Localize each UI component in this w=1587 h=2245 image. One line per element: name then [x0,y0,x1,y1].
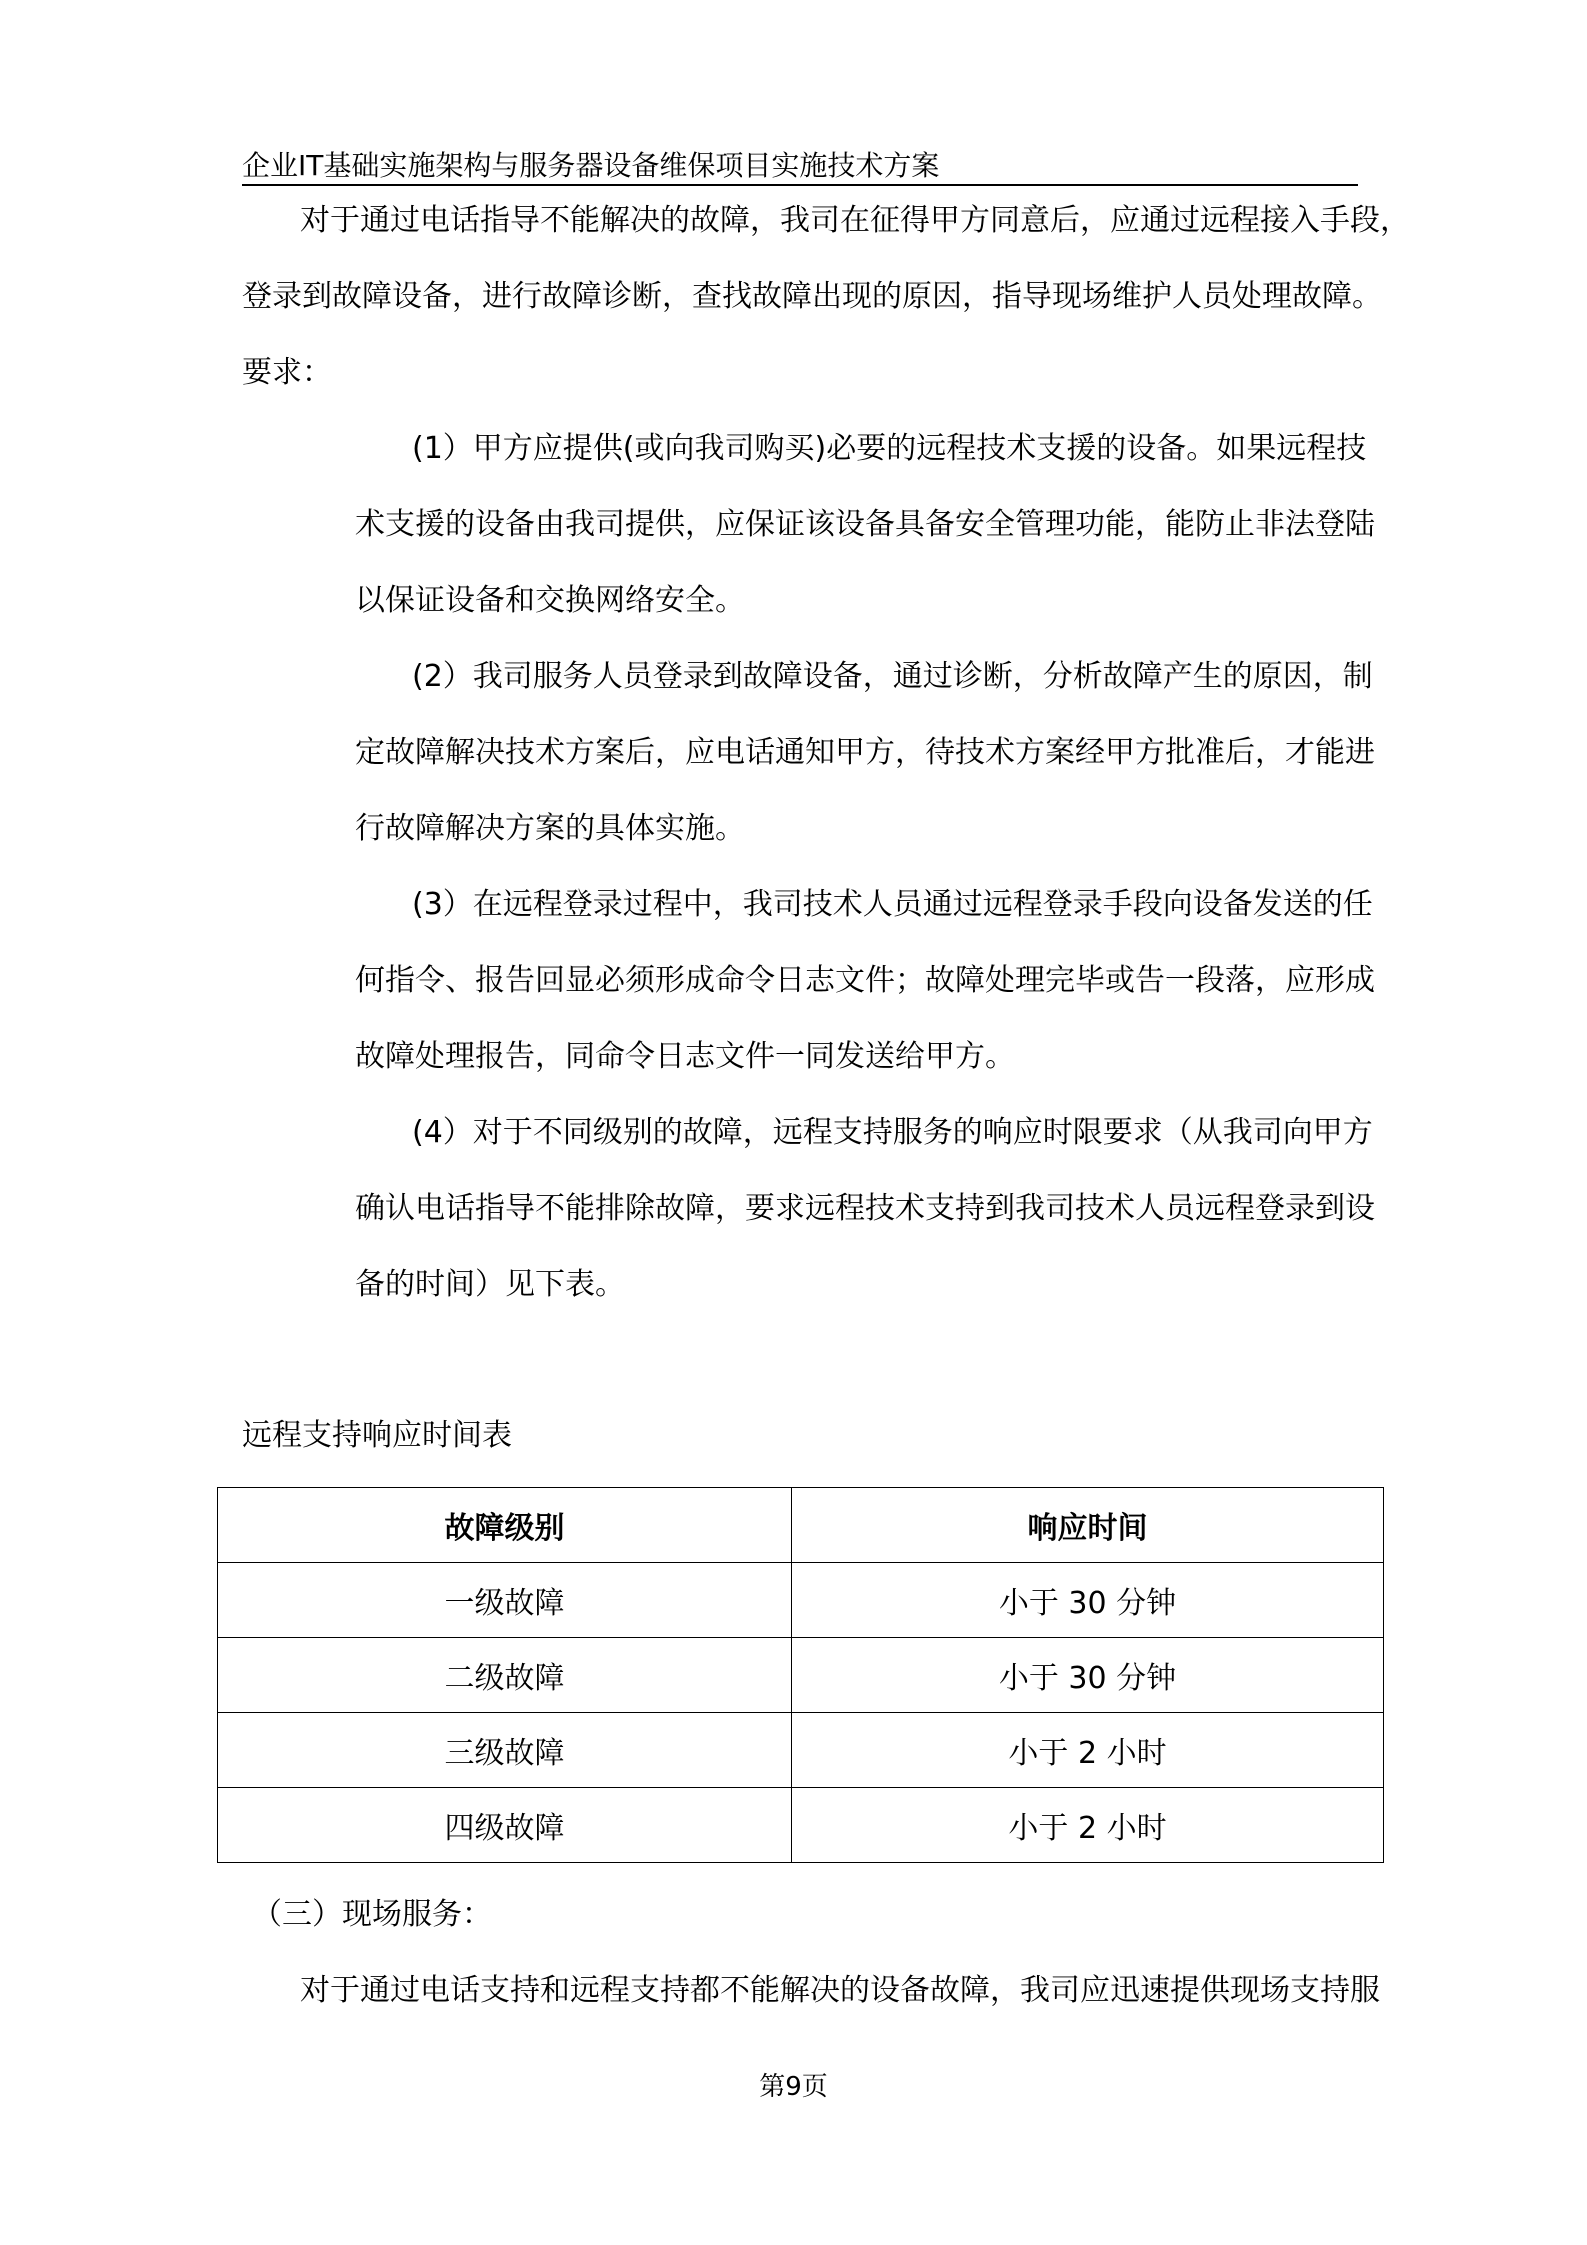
table-caption: 远程支持响应时间表 [242,1418,512,1453]
fault-level-cell: 二级故障 [218,1638,792,1713]
intro-line-3: 要求： [242,355,332,390]
requirement-2-line-3: 行故障解决方案的具体实施。 [355,811,745,846]
section-3-heading: （三）现场服务： [252,1897,492,1932]
fault-level-cell: 三级故障 [218,1713,792,1788]
intro-line-2: 登录到故障设备，进行故障诊断，查找故障出现的原因，指导现场维护人员处理故障。 [242,279,1382,314]
response-time-table [217,1487,1384,1863]
response-time-cell: 小于 30 分钟 [792,1638,1384,1713]
response-time-cell: 小于 2 小时 [792,1713,1384,1788]
section-3-line-1: 对于通过电话支持和远程支持都不能解决的设备故障，我司应迅速提供现场支持服 [300,1973,1380,2008]
fault-level-cell: 一级故障 [218,1563,792,1638]
intro-line-1: 对于通过电话指导不能解决的故障，我司在征得甲方同意后，应通过远程接入手段， [300,203,1410,238]
requirement-1-line-1: (1）甲方应提供(或向我司购买)必要的远程技术支援的设备。如果远程技 [412,431,1367,466]
header-fault-level: 故障级别 [218,1488,792,1563]
requirement-3-line-1: (3）在远程登录过程中，我司技术人员通过远程登录手段向设备发送的任 [412,887,1373,922]
document-header-title: 企业IT基础实施架构与服务器设备维保项目实施技术方案 [242,148,1358,186]
requirement-3-line-3: 故障处理报告，同命令日志文件一同发送给甲方。 [355,1039,1015,1074]
page-number: 第9页 [759,2072,828,2102]
requirement-4-line-2: 确认电话指导不能排除故障，要求远程技术支持到我司技术人员远程登录到设 [355,1191,1375,1226]
table-header-row [218,1488,1384,1563]
requirement-4-line-1: (4）对于不同级别的故障，远程支持服务的响应时限要求（从我司向甲方 [412,1115,1373,1150]
table-row [218,1638,1384,1713]
response-time-cell: 小于 30 分钟 [792,1563,1384,1638]
requirement-1-line-2: 术支援的设备由我司提供，应保证该设备具备安全管理功能，能防止非法登陆 [355,507,1375,542]
table-row [218,1563,1384,1638]
requirement-2-line-1: (2）我司服务人员登录到故障设备，通过诊断，分析故障产生的原因，制 [412,659,1373,694]
requirement-1-line-3: 以保证设备和交换网络安全。 [355,583,745,618]
table-row [218,1788,1384,1863]
fault-level-cell: 四级故障 [218,1788,792,1863]
response-time-cell: 小于 2 小时 [792,1788,1384,1863]
table-row [218,1713,1384,1788]
requirement-2-line-2: 定故障解决技术方案后，应电话通知甲方，待技术方案经甲方批准后，才能进 [355,735,1375,770]
requirement-4-line-3: 备的时间）见下表。 [355,1267,625,1302]
requirement-3-line-2: 何指令、报告回显必须形成命令日志文件；故障处理完毕或告一段落，应形成 [355,963,1375,998]
header-response-time: 响应时间 [792,1488,1384,1563]
